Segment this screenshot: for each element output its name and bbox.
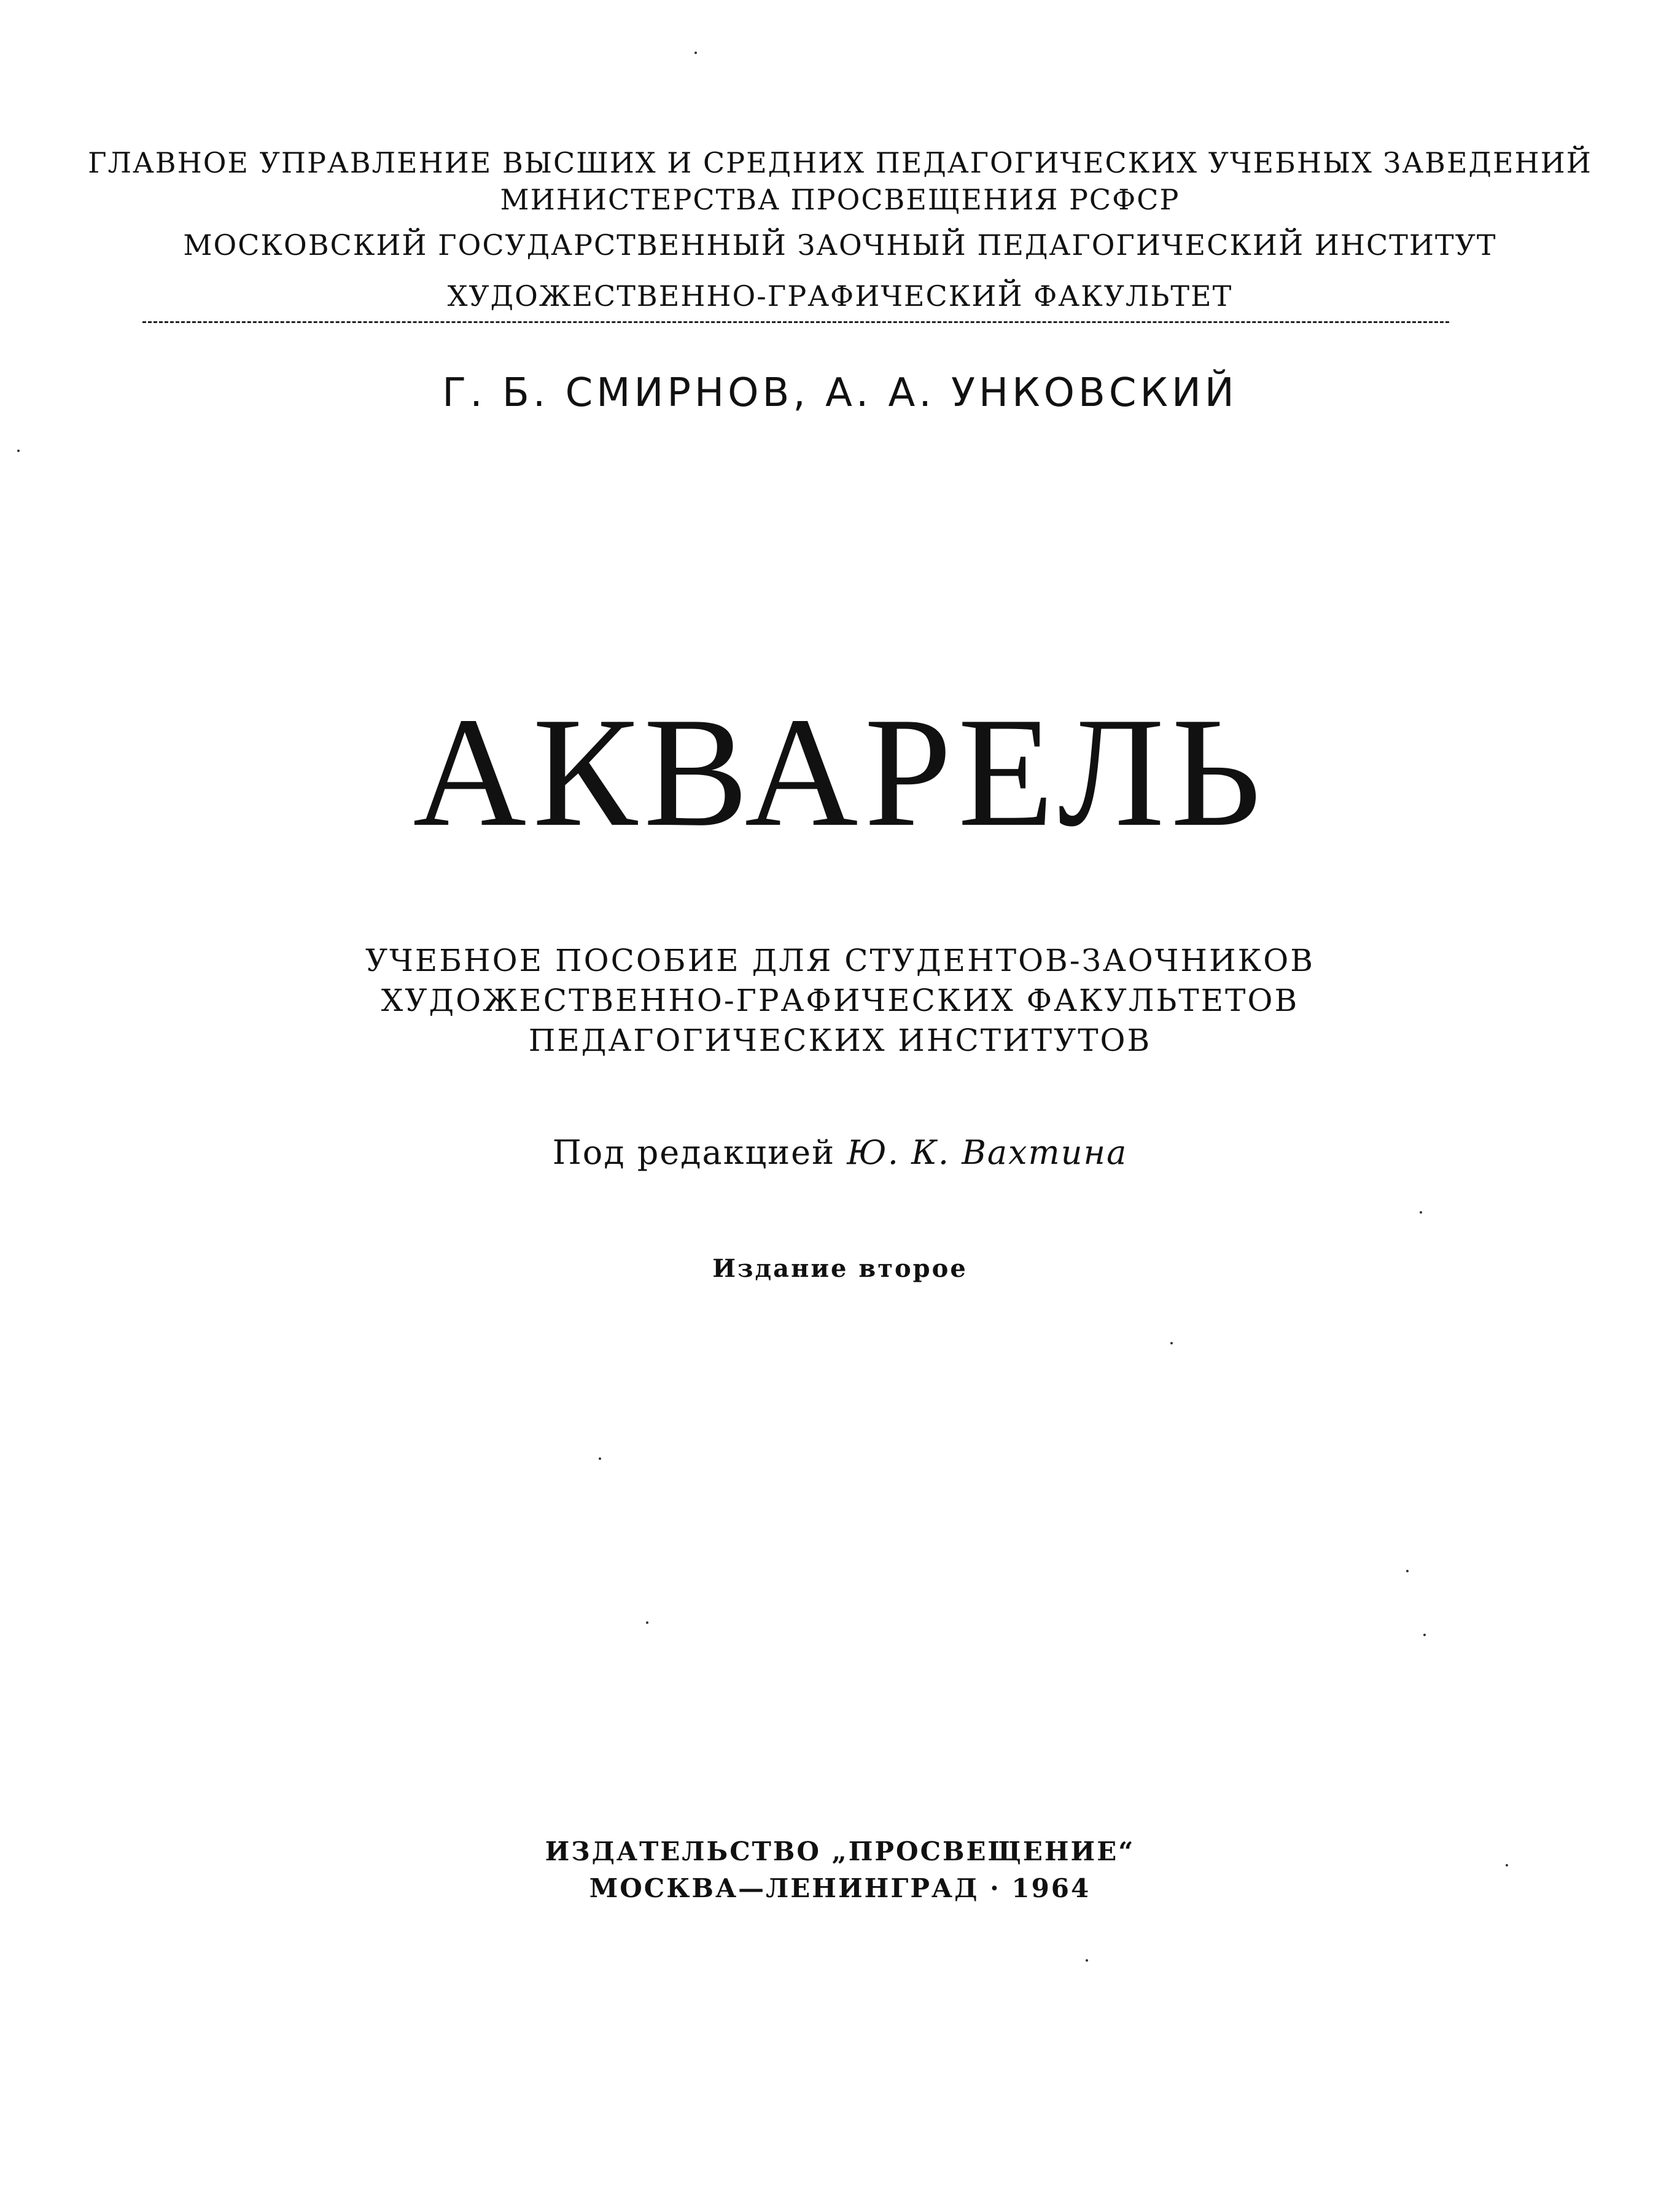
institute-name: МОСКОВСКИЙ ГОСУДАРСТВЕННЫЙ ЗАОЧНЫЙ ПЕДАГОГИЧЕСКИЙ ИНСТИТУТ: [183, 228, 1497, 262]
subtitle-line-3: ПЕДАГОГИЧЕСКИХ ИНСТИТУТОВ: [528, 1023, 1152, 1058]
scan-speck: [646, 1621, 648, 1624]
authors: Г. Б. СМИРНОВ, А. А. УНКОВСКИЙ: [442, 370, 1238, 416]
scan-speck: [1086, 1959, 1088, 1962]
subtitle-line-2: ХУДОЖЕСТВЕННО-ГРАФИЧЕСКИХ ФАКУЛЬТЕТОВ: [381, 983, 1299, 1018]
editor-name: Ю. К. Вахтина: [847, 1133, 1128, 1172]
scan-speck: [1423, 1634, 1426, 1636]
faculty-name: ХУДОЖЕСТВЕННО-ГРАФИЧЕСКИЙ ФАКУЛЬТЕТ: [447, 279, 1233, 313]
scan-speck: [1506, 1864, 1508, 1866]
editor-prefix: Под редакцией: [552, 1133, 836, 1172]
scan-speck: [694, 52, 697, 54]
publisher-name: ИЗДАТЕЛЬСТВО „ПРОСВЕЩЕНИЕ“: [545, 1836, 1135, 1866]
scan-speck: [17, 450, 20, 452]
scan-speck: [1406, 1570, 1409, 1572]
editor-credit: [0, 1133, 1680, 1172]
scan-speck: [1420, 1211, 1422, 1214]
publisher-city-year: МОСКВА—ЛЕНИНГРАД · 1964: [589, 1873, 1091, 1903]
scan-speck: [1170, 1342, 1173, 1344]
ministry-line-2: МИНИСТЕРСТВА ПРОСВЕЩЕНИЯ РСФСР: [500, 183, 1180, 216]
subtitle-line-1: УЧЕБНОЕ ПОСОБИЕ ДЛЯ СТУДЕНТОВ-ЗАОЧНИКОВ: [365, 943, 1315, 978]
scan-speck: [599, 1457, 601, 1460]
header-divider: [142, 321, 1449, 323]
ministry-line-1: ГЛАВНОЕ УПРАВЛЕНИЕ ВЫСШИХ И СРЕДНИХ ПЕДАГОГИЧЕСКИХ УЧЕБНЫХ ЗАВЕДЕНИЙ: [88, 146, 1592, 179]
edition: Издание второе: [712, 1254, 968, 1283]
book-title: АКВАРЕЛЬ: [413, 685, 1267, 859]
